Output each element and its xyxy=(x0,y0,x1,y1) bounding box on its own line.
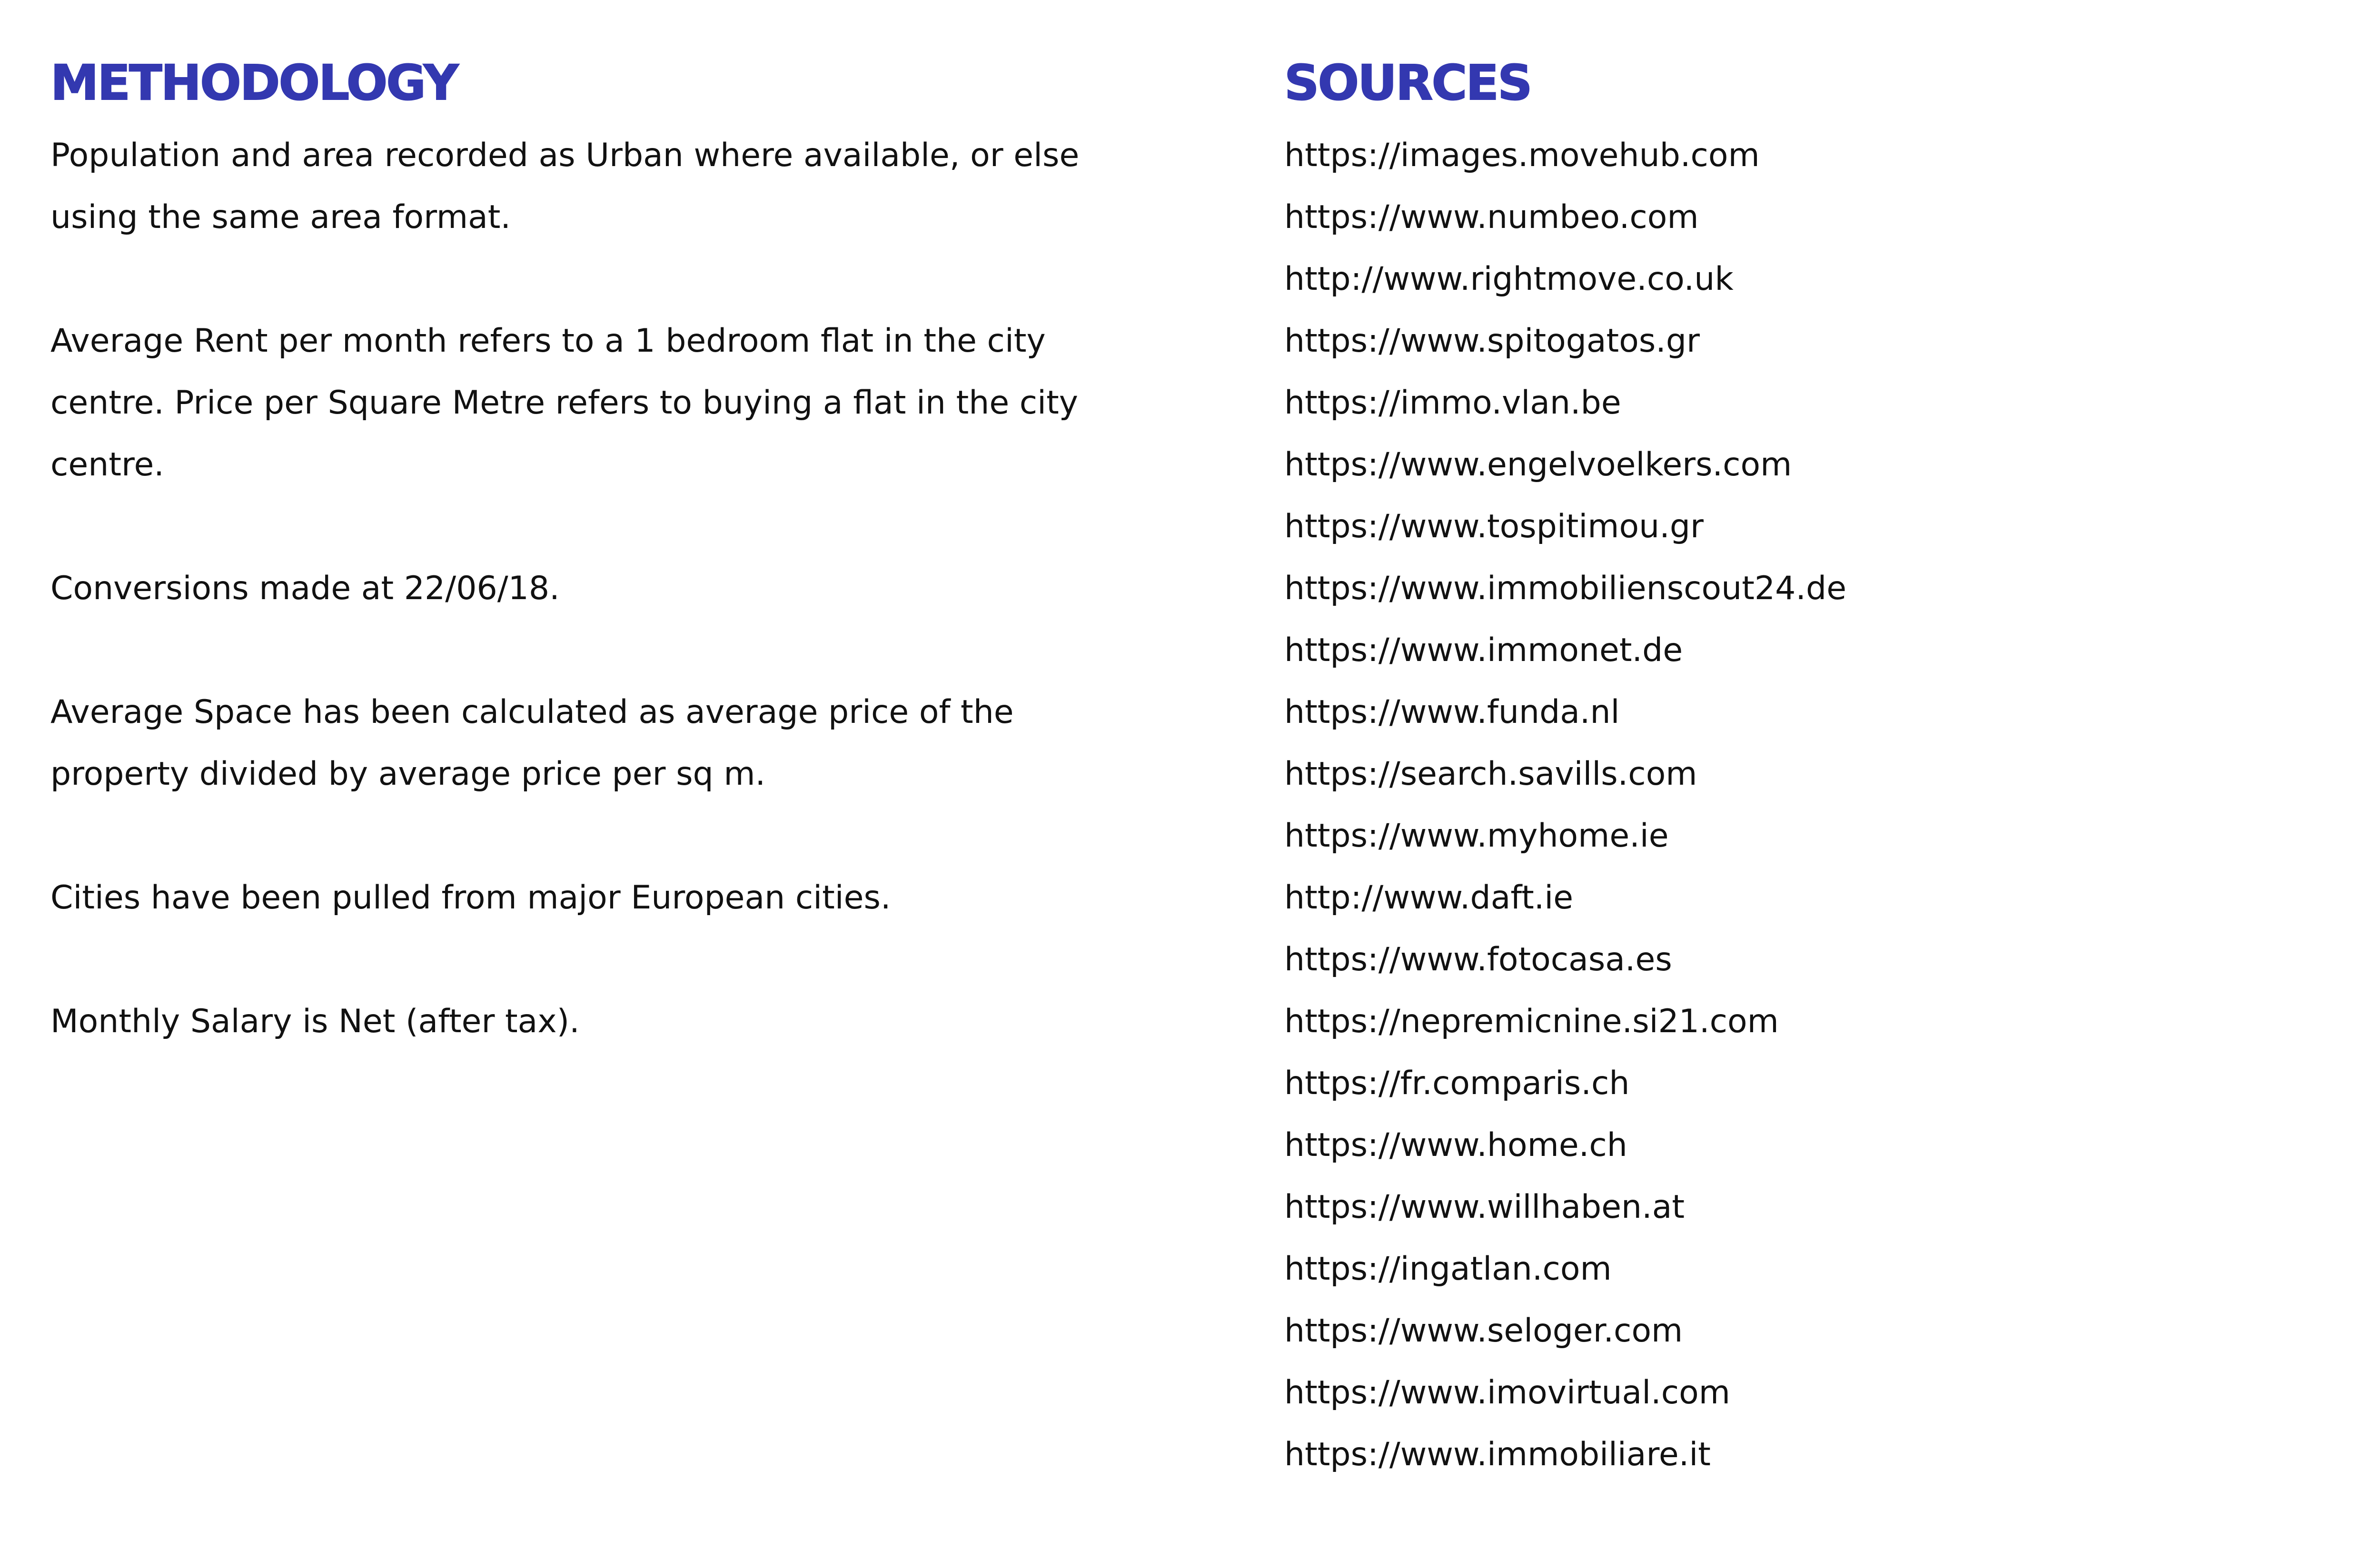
source-link[interactable]: https://ingatlan.com xyxy=(1284,1250,1612,1288)
source-link[interactable]: https://fr.comparis.ch xyxy=(1284,1065,1630,1102)
source-link[interactable]: https://www.immobilienscout24.de xyxy=(1284,570,1847,607)
methodology-paragraph-conversions: Conversions made at 22/06/18. xyxy=(50,570,560,607)
methodology-section xyxy=(50,52,1145,1115)
sources-section xyxy=(1284,52,2331,1486)
source-link[interactable]: https://images.movehub.com xyxy=(1284,137,1760,174)
source-link[interactable]: https://immo.vlan.be xyxy=(1284,384,1621,422)
source-link[interactable]: https://www.tospitimou.gr xyxy=(1284,508,1704,545)
source-link[interactable]: https://www.home.ch xyxy=(1284,1126,1627,1164)
source-link[interactable]: https://www.funda.nl xyxy=(1284,693,1620,731)
source-link[interactable]: http://www.rightmove.co.uk xyxy=(1284,260,1734,298)
methodology-paragraph-cities: Cities have been pulled from major European cities. xyxy=(50,879,891,917)
source-link[interactable]: https://www.myhome.ie xyxy=(1284,817,1669,855)
source-link[interactable]: https://nepremicnine.si21.com xyxy=(1284,1003,1779,1040)
source-link[interactable]: http://www.daft.ie xyxy=(1284,879,1574,917)
sources-list xyxy=(1284,125,2331,1486)
source-link[interactable]: https://www.immonet.de xyxy=(1284,631,1683,669)
source-link[interactable]: https://search.savills.com xyxy=(1284,755,1697,793)
source-link[interactable]: https://www.seloger.com xyxy=(1284,1312,1683,1350)
source-link[interactable]: https://www.immobiliare.it xyxy=(1284,1436,1711,1473)
source-link[interactable]: https://www.spitogatos.gr xyxy=(1284,322,1700,360)
methodology-paragraph-space: Average Space has been calculated as average price of the property divided by average price per sq m. xyxy=(50,693,1014,793)
methodology-paragraph-rent: Average Rent per month refers to a 1 bedroom flat in the city centre. Price per Square Metre refers to buying a flat in the city centre. xyxy=(50,322,1078,483)
source-link[interactable]: https://www.imovirtual.com xyxy=(1284,1374,1730,1411)
source-link[interactable]: https://www.fotocasa.es xyxy=(1284,941,1672,978)
methodology-paragraph-salary: Monthly Salary is Net (after tax). xyxy=(50,1003,580,1040)
sources-heading: SOURCES xyxy=(1284,55,1531,111)
methodology-heading: METHODOLOGY xyxy=(50,55,457,111)
source-link[interactable]: https://www.willhaben.at xyxy=(1284,1188,1685,1226)
methodology-paragraph-population: Population and area recorded as Urban where available, or else using the same area format. xyxy=(50,137,1080,236)
methodology-paragraphs xyxy=(50,125,1145,1053)
source-link[interactable]: https://www.numbeo.com xyxy=(1284,198,1699,236)
source-link[interactable]: https://www.engelvoelkers.com xyxy=(1284,446,1792,483)
